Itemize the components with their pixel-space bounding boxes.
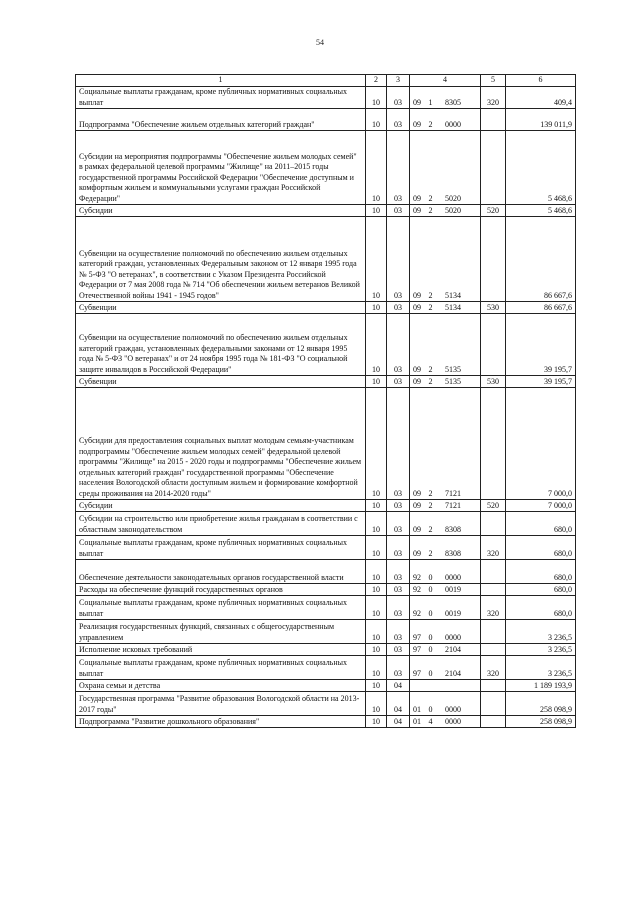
row-expense-type: 530 <box>481 302 506 314</box>
row-target-code: 09 2 5020 <box>410 205 481 217</box>
table-row <box>76 716 576 728</box>
row-name: Подпрограмма "Обеспечение жильем отдельных категорий граждан" <box>76 109 366 131</box>
row-target-code: 09 2 8308 <box>410 536 481 560</box>
row-target-code: 09 2 5134 <box>410 302 481 314</box>
table-row <box>76 620 576 644</box>
row-subsection: 03 <box>387 109 410 131</box>
row-target-code: 09 2 5135 <box>410 376 481 388</box>
row-target-code: 97 0 2104 <box>410 644 481 656</box>
row-section: 10 <box>366 680 387 692</box>
row-sum: 680,0 <box>506 584 576 596</box>
row-expense-type: 320 <box>481 656 506 680</box>
row-section: 10 <box>366 536 387 560</box>
row-target-code: 97 0 0000 <box>410 620 481 644</box>
row-expense-type <box>481 692 506 716</box>
row-target-code: 09 2 5020 <box>410 131 481 205</box>
row-expense-type <box>481 584 506 596</box>
row-subsection: 03 <box>387 584 410 596</box>
row-name: Субсидии на мероприятия подпрограммы "Обеспечение жильем молодых семей" в рамках федеральной целевой программы "Жилище" на 2011–2015 годы государственной программы Российской Федерации "Обеспечение доступным и комфортным жильем и коммунальными услугами граждан Российской Федерации" <box>76 131 366 205</box>
row-subsection: 03 <box>387 302 410 314</box>
row-expense-type: 320 <box>481 87 506 109</box>
row-sum: 139 011,9 <box>506 109 576 131</box>
row-name: Реализация государственных функций, связанных с общегосударственным управлением <box>76 620 366 644</box>
row-subsection: 03 <box>387 620 410 644</box>
row-expense-type <box>481 388 506 500</box>
row-expense-type: 320 <box>481 596 506 620</box>
row-subsection: 04 <box>387 716 410 728</box>
row-target-code: 97 0 2104 <box>410 656 481 680</box>
row-target-code: 92 0 0000 <box>410 560 481 584</box>
row-subsection: 03 <box>387 644 410 656</box>
row-target-code: 09 2 7121 <box>410 388 481 500</box>
table-row <box>76 376 576 388</box>
header-col-5: 5 <box>481 75 506 87</box>
row-section: 10 <box>366 302 387 314</box>
row-section: 10 <box>366 500 387 512</box>
row-name: Социальные выплаты гражданам, кроме публичных нормативных социальных выплат <box>76 87 366 109</box>
table-row <box>76 596 576 620</box>
row-expense-type <box>481 560 506 584</box>
row-name: Охрана семьи и детства <box>76 680 366 692</box>
row-expense-type <box>481 109 506 131</box>
row-name: Социальные выплаты гражданам, кроме публичных нормативных социальных выплат <box>76 656 366 680</box>
row-name: Социальные выплаты гражданам, кроме публичных нормативных социальных выплат <box>76 596 366 620</box>
row-sum: 39 195,7 <box>506 314 576 376</box>
row-sum: 7 000,0 <box>506 388 576 500</box>
row-expense-type <box>481 680 506 692</box>
row-sum: 258 098,9 <box>506 716 576 728</box>
row-subsection: 03 <box>387 560 410 584</box>
row-sum: 86 667,6 <box>506 302 576 314</box>
header-col-4: 4 <box>410 75 481 87</box>
row-expense-type: 520 <box>481 500 506 512</box>
row-name: Исполнение исковых требований <box>76 644 366 656</box>
row-section: 10 <box>366 716 387 728</box>
table-row <box>76 644 576 656</box>
row-subsection: 03 <box>387 87 410 109</box>
row-expense-type: 320 <box>481 536 506 560</box>
row-expense-type <box>481 644 506 656</box>
row-section: 10 <box>366 560 387 584</box>
row-sum: 258 098,9 <box>506 692 576 716</box>
row-expense-type <box>481 512 506 536</box>
table-row <box>76 131 576 205</box>
row-sum: 680,0 <box>506 596 576 620</box>
row-name: Субсидии на строительство или приобретение жилья гражданам в соответствии с областным законодательством <box>76 512 366 536</box>
row-subsection: 03 <box>387 536 410 560</box>
row-subsection: 03 <box>387 217 410 302</box>
row-target-code: 09 1 8305 <box>410 87 481 109</box>
row-expense-type <box>481 620 506 644</box>
row-section: 10 <box>366 656 387 680</box>
row-name: Субсидии <box>76 205 366 217</box>
table-row <box>76 302 576 314</box>
row-sum: 1 189 193,9 <box>506 680 576 692</box>
row-subsection: 03 <box>387 512 410 536</box>
table-row <box>76 560 576 584</box>
row-expense-type <box>481 131 506 205</box>
row-expense-type: 530 <box>481 376 506 388</box>
row-name: Субвенции на осуществление полномочий по обеспечению жильем отдельных категорий граждан, установленных федеральными законами от 12 января 1995 года № 5-ФЗ "О ветеранах" и от 24 ноября 1995 года № 181-ФЗ "О социальной защите инвалидов в Российской Федерации" <box>76 314 366 376</box>
table-row <box>76 87 576 109</box>
row-expense-type: 520 <box>481 205 506 217</box>
row-target-code: 09 2 8308 <box>410 512 481 536</box>
row-name: Субсидии для предоставления социальных выплат молодым семьям-участникам подпрограммы "Обеспечение жильем молодых семей" федеральной целевой программы "Жилище" на 2015 - 2020 годы и подпрограммы "Обеспечение жильем отдельных категорий граждан" государственной программы "Обеспечение населения Вологодской области доступным жильем и формирование комфортной среды проживания на 2014-2020 годы" <box>76 388 366 500</box>
row-name: Подпрограмма "Развитие дошкольного образования" <box>76 716 366 728</box>
row-subsection: 03 <box>387 656 410 680</box>
row-section: 10 <box>366 584 387 596</box>
row-target-code: 09 2 7121 <box>410 500 481 512</box>
row-name: Государственная программа "Развитие образования Вологодской области на 2013-2017 годы" <box>76 692 366 716</box>
row-subsection: 03 <box>387 314 410 376</box>
header-col-1: 1 <box>76 75 366 87</box>
row-name: Субвенции на осуществление полномочий по обеспечению жильем отдельных категорий граждан, установленных Федеральным законом от 12 января 1995 года № 5-ФЗ "О ветеранах", в соответствии с Указом Президента Российской Федерации от 7 мая 2008 года № 714 "Об обеспечении жильем ветеранов Великой Отечественной войны 1941 - 1945 годов" <box>76 217 366 302</box>
row-subsection: 03 <box>387 500 410 512</box>
row-section: 10 <box>366 596 387 620</box>
row-name: Субвенции <box>76 376 366 388</box>
table-row <box>76 388 576 500</box>
row-subsection: 03 <box>387 388 410 500</box>
table-row <box>76 205 576 217</box>
table-row <box>76 500 576 512</box>
table-row <box>76 512 576 536</box>
row-name: Субсидии <box>76 500 366 512</box>
header-col-6: 6 <box>506 75 576 87</box>
row-section: 10 <box>366 205 387 217</box>
row-target-code: 92 0 0019 <box>410 584 481 596</box>
row-sum: 86 667,6 <box>506 217 576 302</box>
row-sum: 5 468,6 <box>506 205 576 217</box>
row-section: 10 <box>366 512 387 536</box>
row-section: 10 <box>366 87 387 109</box>
row-section: 10 <box>366 388 387 500</box>
row-target-code: 01 0 0000 <box>410 692 481 716</box>
row-name: Расходы на обеспечение функций государственных органов <box>76 584 366 596</box>
row-section: 10 <box>366 109 387 131</box>
row-subsection: 03 <box>387 376 410 388</box>
page-number: 54 <box>316 38 324 47</box>
row-section: 10 <box>366 376 387 388</box>
table-row <box>76 217 576 302</box>
row-sum: 7 000,0 <box>506 500 576 512</box>
table-row <box>76 584 576 596</box>
row-subsection: 03 <box>387 205 410 217</box>
header-row <box>76 75 576 87</box>
row-sum: 3 236,5 <box>506 656 576 680</box>
header-col-3: 3 <box>387 75 410 87</box>
row-subsection: 04 <box>387 692 410 716</box>
row-sum: 680,0 <box>506 560 576 584</box>
row-name: Социальные выплаты гражданам, кроме публичных нормативных социальных выплат <box>76 536 366 560</box>
row-expense-type <box>481 716 506 728</box>
table-row <box>76 109 576 131</box>
row-expense-type <box>481 217 506 302</box>
table-row <box>76 314 576 376</box>
row-sum: 39 195,7 <box>506 376 576 388</box>
row-target-code: 01 4 0000 <box>410 716 481 728</box>
row-section: 10 <box>366 314 387 376</box>
row-target-code: 92 0 0019 <box>410 596 481 620</box>
row-target-code: 09 2 5135 <box>410 314 481 376</box>
row-sum: 680,0 <box>506 512 576 536</box>
row-subsection: 04 <box>387 680 410 692</box>
row-target-code <box>410 680 481 692</box>
row-subsection: 03 <box>387 596 410 620</box>
row-section: 10 <box>366 692 387 716</box>
table-row <box>76 692 576 716</box>
table-row <box>76 536 576 560</box>
row-target-code: 09 2 0000 <box>410 109 481 131</box>
row-name: Субвенции <box>76 302 366 314</box>
row-sum: 409,4 <box>506 87 576 109</box>
header-col-2: 2 <box>366 75 387 87</box>
row-sum: 5 468,6 <box>506 131 576 205</box>
table-row <box>76 656 576 680</box>
row-target-code: 09 2 5134 <box>410 217 481 302</box>
row-name: Обеспечение деятельности законодательных органов государственной власти <box>76 560 366 584</box>
row-sum: 680,0 <box>506 536 576 560</box>
row-section: 10 <box>366 131 387 205</box>
row-section: 10 <box>366 620 387 644</box>
budget-table <box>75 74 576 728</box>
row-subsection: 03 <box>387 131 410 205</box>
row-section: 10 <box>366 644 387 656</box>
row-section: 10 <box>366 217 387 302</box>
table-row <box>76 680 576 692</box>
row-sum: 3 236,5 <box>506 620 576 644</box>
row-expense-type <box>481 314 506 376</box>
row-sum: 3 236,5 <box>506 644 576 656</box>
